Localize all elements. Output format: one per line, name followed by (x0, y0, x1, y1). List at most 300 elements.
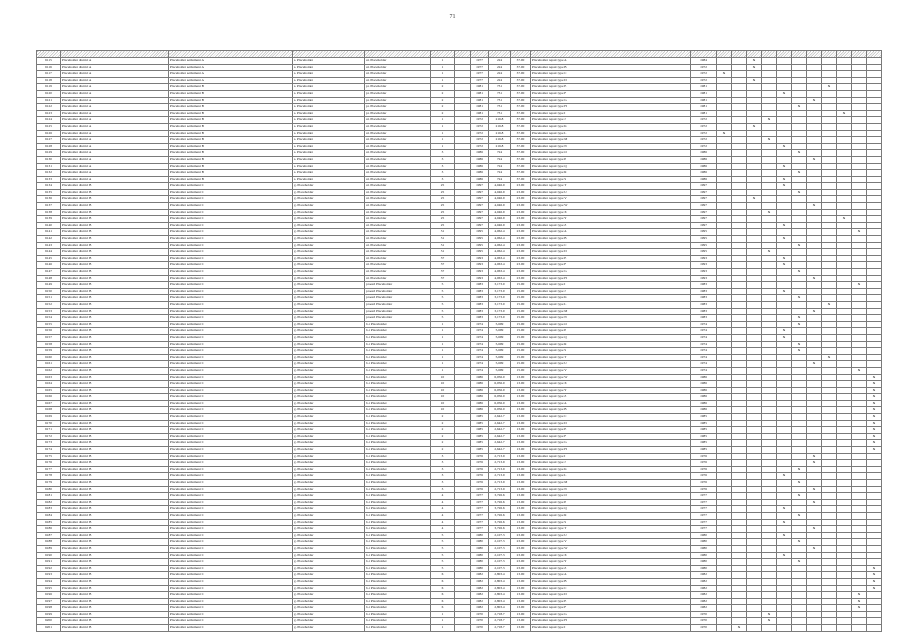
mark-cell (717, 97, 732, 104)
table-cell: 4,046.9 (489, 216, 511, 223)
table-cell: Placeholder repair type H (531, 618, 691, 625)
table-cell: Placeholder repair type Q (531, 506, 691, 513)
table-row (37, 176, 882, 183)
table-cell: 1985 (471, 427, 489, 434)
table-cell: 1972 (471, 137, 489, 144)
mark-cell (732, 117, 747, 124)
table-cell (455, 216, 471, 223)
table-cell: 724 (489, 163, 511, 170)
table-cell: 2,107.3 (489, 565, 511, 572)
column-header (792, 51, 807, 58)
table-cell: b-r Placeholder (365, 625, 431, 632)
mark-cell (732, 64, 747, 71)
table-cell: g. Placeholder (293, 506, 365, 513)
mark-cell: X (852, 229, 867, 236)
table-cell: g. Placeholder (293, 381, 365, 388)
mark-cell (822, 71, 837, 78)
mark-cell (837, 539, 852, 546)
mark-cell (867, 163, 882, 170)
mark-cell (867, 170, 882, 177)
mark-cell (837, 189, 852, 196)
table-cell: Placeholder repair type J (531, 117, 691, 124)
table-cell: 1983 (691, 308, 717, 315)
mark-cell (807, 559, 822, 566)
mark-cell (717, 414, 732, 421)
table-cell: Placeholder settlement B (169, 117, 293, 124)
mark-cell (747, 222, 762, 229)
table-cell: 731 (489, 110, 511, 117)
mark-cell (732, 315, 747, 322)
table-cell: b-r Placeholder (365, 407, 431, 414)
mark-cell (852, 255, 867, 262)
table-cell: 6160 (37, 354, 61, 361)
mark-cell: X (867, 420, 882, 427)
table-row (37, 183, 882, 190)
table-cell (455, 532, 471, 539)
table-cell: 2 (431, 90, 455, 97)
mark-cell (747, 407, 762, 414)
mark-cell (822, 269, 837, 276)
table-cell: 6121 (37, 97, 61, 104)
table-cell: Placeholder repair type C (531, 414, 691, 421)
mark-cell (792, 58, 807, 65)
table-cell (455, 506, 471, 513)
mark-cell (792, 203, 807, 210)
mark-cell (837, 453, 852, 460)
table-cell: s. Placeholder (293, 84, 365, 91)
table-cell: 1985 (471, 433, 489, 440)
mark-cell (867, 183, 882, 190)
mark-cell: X (867, 387, 882, 394)
table-cell (455, 618, 471, 625)
table-cell: Placeholder district B (61, 526, 169, 533)
table-cell: 1984 (691, 58, 717, 65)
table-cell: Placeholder district B (61, 282, 169, 289)
mark-cell (807, 229, 822, 236)
mark-cell (837, 71, 852, 78)
mark-cell (717, 229, 732, 236)
mark-cell (717, 512, 732, 519)
mark-cell (822, 374, 837, 381)
table-cell: 6182 (37, 499, 61, 506)
mark-cell (717, 348, 732, 355)
mark-cell (792, 275, 807, 282)
mark-cell (837, 512, 852, 519)
mark-cell (792, 552, 807, 559)
table-cell: 1981 (691, 90, 717, 97)
table-cell: 1981 (471, 97, 489, 104)
table-row (37, 104, 882, 111)
table-cell: g. Placeholder (293, 545, 365, 552)
table-cell: 224 (489, 77, 511, 84)
mark-cell (717, 499, 732, 506)
mark-cell (822, 216, 837, 223)
table-cell: 1972 (691, 137, 717, 144)
table-cell: 1980 (471, 545, 489, 552)
mark-cell (762, 559, 777, 566)
table-cell: ul. Placeholder (365, 229, 431, 236)
table-cell: 6196 (37, 592, 61, 599)
table-cell: 1974 (471, 321, 489, 328)
table-cell (455, 170, 471, 177)
table-cell: g. Placeholder (293, 374, 365, 381)
table-row (37, 374, 882, 381)
table-cell: 6125 (37, 123, 61, 130)
mark-cell (822, 532, 837, 539)
mark-cell (807, 598, 822, 605)
table-cell: 2,713.9 (489, 486, 511, 493)
mark-cell (822, 605, 837, 612)
mark-cell (822, 110, 837, 117)
mark-cell (717, 453, 732, 460)
mark-cell: X (792, 295, 807, 302)
mark-cell (807, 618, 822, 625)
table-cell: 2,642.7 (489, 433, 511, 440)
table-cell: 1980 (691, 565, 717, 572)
table-cell: ul. Placeholder (365, 150, 431, 157)
mark-cell: X (867, 400, 882, 407)
table-cell (455, 545, 471, 552)
table-cell: Placeholder district B (61, 269, 169, 276)
table-cell: 1982 (471, 598, 489, 605)
mark-cell (792, 143, 807, 150)
mark-cell (807, 288, 822, 295)
mark-cell (762, 552, 777, 559)
table-cell: 1986 (691, 176, 717, 183)
mark-cell (717, 104, 732, 111)
table-cell: 1985 (471, 440, 489, 447)
table-cell (455, 565, 471, 572)
table-cell: 1981 (691, 84, 717, 91)
table-cell: Placeholder district B (61, 433, 169, 440)
mark-cell (867, 321, 882, 328)
mark-cell (822, 572, 837, 579)
mark-cell (867, 453, 882, 460)
mark-cell (822, 466, 837, 473)
mark-cell: X (762, 611, 777, 618)
mark-cell (822, 447, 837, 454)
page-number: 71 (449, 14, 456, 20)
mark-cell (777, 625, 792, 632)
table-cell: 1986 (691, 381, 717, 388)
table-cell: 1981 (691, 97, 717, 104)
mark-cell (762, 104, 777, 111)
table-cell: 6123 (37, 110, 61, 117)
mark-cell (852, 552, 867, 559)
table-cell: Placeholder repair type F (531, 605, 691, 612)
mark-cell (762, 625, 777, 632)
table-cell: Placeholder settlement C (169, 341, 293, 348)
mark-cell (837, 466, 852, 473)
table-cell: g. Placeholder (293, 321, 365, 328)
table-cell: 13.00 (511, 605, 531, 612)
mark-cell (807, 473, 822, 480)
mark-cell (822, 598, 837, 605)
table-cell: 3,726.6 (489, 506, 511, 513)
table-cell: proezd Placeholder (365, 288, 431, 295)
table-row (37, 156, 882, 163)
mark-cell (762, 262, 777, 269)
mark-cell: X (867, 374, 882, 381)
table-cell: Placeholder district B (61, 420, 169, 427)
mark-cell (747, 183, 762, 190)
table-cell: Placeholder repair type G (531, 440, 691, 447)
mark-cell (837, 275, 852, 282)
table-cell (455, 334, 471, 341)
table-cell: 1977 (691, 526, 717, 533)
table-cell (455, 598, 471, 605)
table-cell: 6,056.0 (489, 374, 511, 381)
mark-cell (762, 506, 777, 513)
mark-cell (717, 341, 732, 348)
table-cell: Placeholder district B (61, 308, 169, 315)
mark-cell (762, 394, 777, 401)
table-cell: 23.00 (511, 216, 531, 223)
mark-cell: X (807, 156, 822, 163)
mark-cell (807, 301, 822, 308)
mark-cell (732, 222, 747, 229)
table-cell: 13.00 (511, 486, 531, 493)
table-cell: 1983 (471, 315, 489, 322)
table-cell: 1995 (471, 249, 489, 256)
mark-cell (807, 572, 822, 579)
table-cell: 1976 (691, 480, 717, 487)
table-cell: 13.00 (511, 433, 531, 440)
mark-cell (717, 480, 732, 487)
mark-cell (747, 295, 762, 302)
table-cell: 1 (431, 117, 455, 124)
table-cell: 6134 (37, 183, 61, 190)
table-cell: 216.8 (489, 130, 511, 137)
table-cell: 1977 (471, 499, 489, 506)
table-cell: 6 (431, 585, 455, 592)
table-cell: Placeholder district B (61, 440, 169, 447)
table-cell: Placeholder district B (61, 585, 169, 592)
mark-cell (762, 354, 777, 361)
table-cell: 1974 (471, 328, 489, 335)
mark-cell (762, 473, 777, 480)
table-cell: 1974 (691, 361, 717, 368)
mark-cell (867, 598, 882, 605)
mark-cell (852, 130, 867, 137)
mark-cell (852, 183, 867, 190)
table-cell: ul. Placeholder (365, 64, 431, 71)
mark-cell: X (792, 559, 807, 566)
table-cell: 2,107.3 (489, 559, 511, 566)
mark-cell (837, 334, 852, 341)
mark-cell: X (807, 453, 822, 460)
table-cell: g. Placeholder (293, 367, 365, 374)
table-body (37, 58, 882, 632)
column-header (777, 51, 792, 58)
mark-cell (807, 427, 822, 434)
mark-cell (762, 466, 777, 473)
table-cell: Placeholder district B (61, 618, 169, 625)
table-cell: g. Placeholder (293, 447, 365, 454)
table-cell: 23.00 (511, 552, 531, 559)
mark-cell (852, 170, 867, 177)
table-cell: Placeholder settlement C (169, 222, 293, 229)
table-cell: 731 (489, 84, 511, 91)
table-cell: 6158 (37, 341, 61, 348)
table-row (37, 539, 882, 546)
mark-cell (867, 499, 882, 506)
table-cell: 5 (431, 559, 455, 566)
table-cell: 1993 (471, 255, 489, 262)
mark-cell (762, 526, 777, 533)
table-cell: 1982 (471, 585, 489, 592)
table-cell: 6201 (37, 625, 61, 632)
table-cell: 1974 (691, 367, 717, 374)
mark-cell (837, 170, 852, 177)
column-header (837, 51, 852, 58)
table-cell (455, 348, 471, 355)
mark-cell (867, 473, 882, 480)
table-cell: 4 (431, 493, 455, 500)
table-cell: 1972 (471, 123, 489, 130)
table-cell (455, 189, 471, 196)
mark-cell (732, 394, 747, 401)
mark-cell: X (777, 176, 792, 183)
mark-cell (777, 341, 792, 348)
mark-cell (837, 361, 852, 368)
table-cell: Placeholder settlement C (169, 348, 293, 355)
mark-cell (777, 150, 792, 157)
table-cell: Placeholder settlement C (169, 203, 293, 210)
mark-cell (762, 301, 777, 308)
table-cell: Placeholder settlement B (169, 97, 293, 104)
mark-cell (807, 242, 822, 249)
mark-cell (867, 209, 882, 216)
mark-cell (837, 493, 852, 500)
table-cell: g. Placeholder (293, 420, 365, 427)
mark-cell (747, 506, 762, 513)
mark-cell (732, 288, 747, 295)
table-cell (455, 77, 471, 84)
table-cell: ul. Placeholder (365, 77, 431, 84)
table-cell: 1997 (691, 209, 717, 216)
table-cell: 4,046.9 (489, 203, 511, 210)
table-cell: b-r Placeholder (365, 466, 431, 473)
table-cell: 23.00 (511, 196, 531, 203)
table-cell: 1970 (691, 618, 717, 625)
mark-cell (792, 282, 807, 289)
table-cell: 13.00 (511, 480, 531, 487)
table-cell (455, 539, 471, 546)
mark-cell (837, 400, 852, 407)
table-cell (455, 295, 471, 302)
mark-cell (777, 348, 792, 355)
table-cell: Placeholder repair type K (531, 123, 691, 130)
mark-cell (762, 77, 777, 84)
mark-cell (867, 506, 882, 513)
mark-cell (852, 394, 867, 401)
table-cell: Placeholder district B (61, 532, 169, 539)
mark-cell: X (867, 381, 882, 388)
mark-cell (717, 565, 732, 572)
mark-cell (762, 447, 777, 454)
mark-cell (747, 460, 762, 467)
table-cell: ul. Placeholder (365, 262, 431, 269)
table-cell: 1976 (691, 453, 717, 460)
column-header (867, 51, 882, 58)
mark-cell (822, 209, 837, 216)
table-cell: g. Placeholder (293, 552, 365, 559)
table-cell: Placeholder district B (61, 414, 169, 421)
table-header-row (37, 51, 882, 58)
mark-cell (777, 433, 792, 440)
mark-cell (747, 209, 762, 216)
table-cell: 5 (431, 532, 455, 539)
mark-cell (792, 229, 807, 236)
table-cell: Placeholder settlement C (169, 400, 293, 407)
table-cell: 1977 (471, 526, 489, 533)
mark-cell (762, 222, 777, 229)
table-cell: b-r Placeholder (365, 440, 431, 447)
mark-cell (837, 381, 852, 388)
table-cell: 6148 (37, 275, 61, 282)
table-cell: 13.00 (511, 374, 531, 381)
table-cell: 31 (431, 242, 455, 249)
mark-cell (852, 117, 867, 124)
table-cell: 731 (489, 104, 511, 111)
mark-cell (792, 506, 807, 513)
mark-cell (852, 611, 867, 618)
mark-cell (867, 71, 882, 78)
mark-cell (792, 64, 807, 71)
mark-cell (747, 618, 762, 625)
table-cell: ul. Placeholder (365, 203, 431, 210)
mark-cell (822, 275, 837, 282)
mark-cell (732, 255, 747, 262)
table-cell: 6122 (37, 104, 61, 111)
mark-cell (747, 236, 762, 243)
table-cell: 2 (431, 84, 455, 91)
mark-cell (852, 526, 867, 533)
table-cell: 1972 (691, 117, 717, 124)
mark-cell (717, 625, 732, 632)
table-cell: Placeholder repair type D (531, 249, 691, 256)
table-cell: Placeholder repair type Y (531, 559, 691, 566)
table-cell: 23.00 (511, 236, 531, 243)
table-cell: 13.00 (511, 526, 531, 533)
mark-cell (822, 262, 837, 269)
mark-cell (837, 123, 852, 130)
table-cell (455, 137, 471, 144)
table-cell: Placeholder district B (61, 196, 169, 203)
table-cell: 1974 (471, 348, 489, 355)
mark-cell (717, 242, 732, 249)
table-cell: 37.00 (511, 71, 531, 78)
table-cell: 1 (431, 64, 455, 71)
mark-cell (867, 249, 882, 256)
mark-cell (852, 486, 867, 493)
mark-cell (777, 308, 792, 315)
table-cell: 25 (431, 209, 455, 216)
mark-cell (852, 269, 867, 276)
table-cell: 6154 (37, 315, 61, 322)
table-row (37, 447, 882, 454)
mark-cell (747, 592, 762, 599)
mark-cell (732, 328, 747, 335)
mark-cell (837, 301, 852, 308)
mark-cell (777, 526, 792, 533)
table-cell: Placeholder district B (61, 394, 169, 401)
table-cell: 1993 (471, 262, 489, 269)
mark-cell (807, 433, 822, 440)
table-cell: 2 (431, 110, 455, 117)
mark-cell (747, 394, 762, 401)
